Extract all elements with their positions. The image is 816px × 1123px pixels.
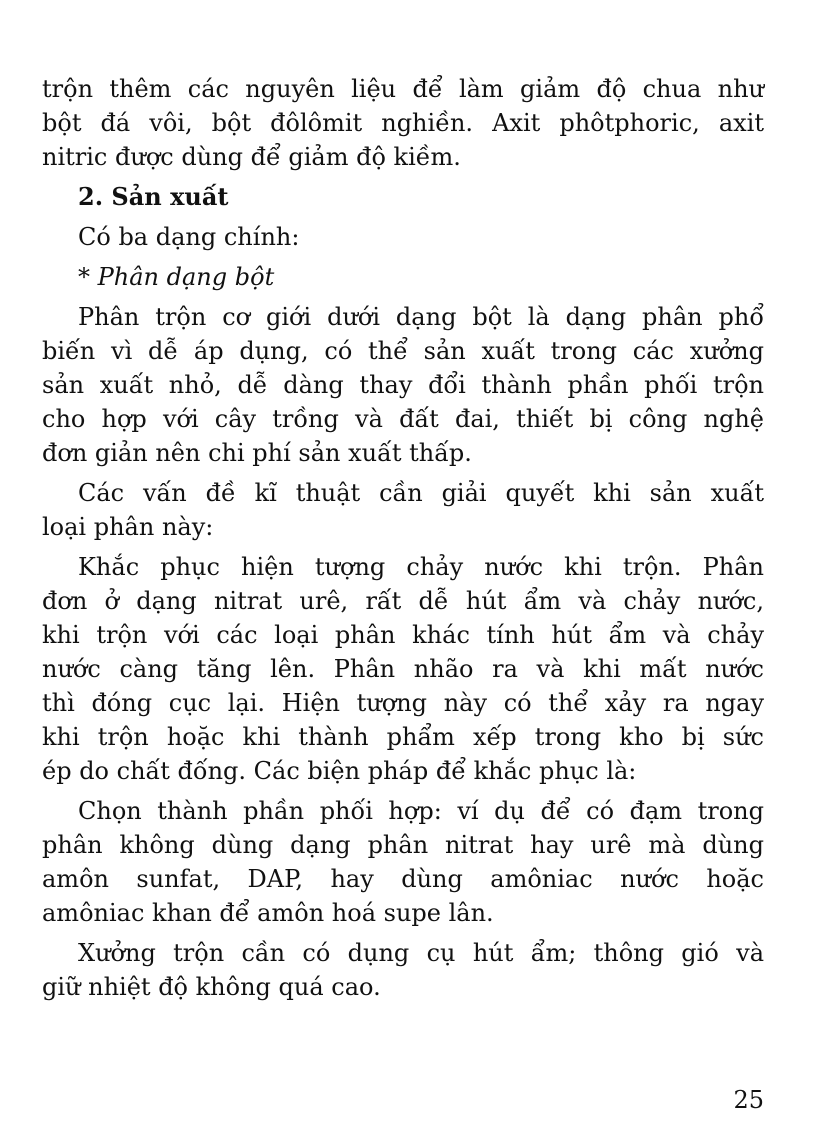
text-line: Các vấn đề kĩ thuật cần giải quyết khi sản xuất <box>78 479 764 507</box>
text-line: Xưởng trộn cần có dụng cụ hút ẩm; thông gió và <box>78 939 764 967</box>
text-line: trộn thêm các nguyên liệu để làm giảm độ chua như <box>42 75 764 103</box>
section-heading: 2. Sản xuất <box>78 182 229 211</box>
text-line: ép do chất đống. Các biện pháp để khắc phục là: <box>42 757 637 785</box>
page-number: 25 <box>733 1086 764 1114</box>
subsection-heading: * Phân dạng bột <box>78 263 275 291</box>
text-line: phân không dùng dạng phân nitrat hay urê mà dùng <box>42 831 764 859</box>
text-line: nước càng tăng lên. Phân nhão ra và khi mất nước <box>42 655 764 683</box>
text-line: Phân trộn cơ giới dưới dạng bột là dạng phân phổ <box>78 303 764 331</box>
text-line: Khắc phục hiện tượng chảy nước khi trộn. Phân <box>78 553 764 581</box>
text-line: loại phân này: <box>42 513 214 541</box>
text-line: khi trộn hoặc khi thành phẩm xếp trong kho bị sức <box>42 723 764 751</box>
text-line: giữ nhiệt độ không quá cao. <box>42 973 381 1001</box>
text-line: Có ba dạng chính: <box>78 223 300 251</box>
text-line: đơn giản nên chi phí sản xuất thấp. <box>42 439 472 467</box>
text-line: cho hợp với cây trồng và đất đai, thiết bị công nghệ <box>42 405 764 433</box>
text-line: sản xuất nhỏ, dễ dàng thay đổi thành phần phối trộn <box>42 371 764 399</box>
text-line: bột đá vôi, bột đôlômit nghiền. Axit phôtphoric, axit <box>42 109 764 137</box>
text-line: amôn sunfat, DAP, hay dùng amôniac nước hoặc <box>42 865 764 893</box>
text-line: thì đóng cục lại. Hiện tượng này có thể xảy ra ngay <box>42 689 764 717</box>
text-line: đơn ở dạng nitrat urê, rất dễ hút ẩm và chảy nước, <box>42 587 764 615</box>
text-line: Chọn thành phần phối hợp: ví dụ để có đạm trong <box>78 797 764 825</box>
text-line: khi trộn với các loại phân khác tính hút ẩm và chảy <box>42 621 764 649</box>
text-line: nitric được dùng để giảm độ kiềm. <box>42 143 461 171</box>
text-line: amôniac khan để amôn hoá supe lân. <box>42 899 494 927</box>
body-text <box>42 72 764 1004</box>
text-line: biến vì dễ áp dụng, có thể sản xuất trong các xưởng <box>42 337 764 365</box>
